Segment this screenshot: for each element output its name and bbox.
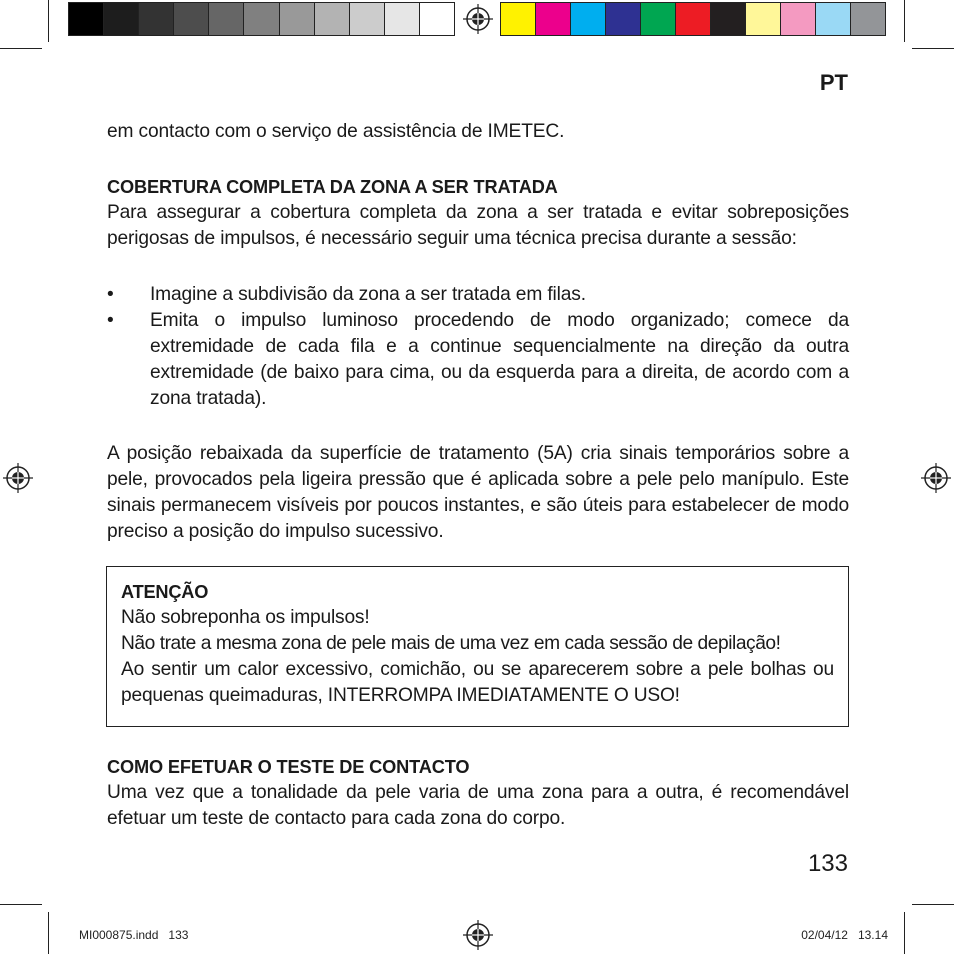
- body-paragraph: A posição rebaixada da superfície de tratamento (5A) cria sinais temporários sobre a pele, provocados pela ligeira pressão que é aplicada sobre a pele pelo manípulo. Este sinais permanecem visíveis por poucos instantes, e são úteis para estabelecer de modo preciso a posição do impulso sucessivo.: [107, 443, 849, 542]
- color-swatch: [781, 3, 816, 35]
- section-paragraph: Para assegurar a cobertura completa da zona a ser tratada e evitar sobreposições perigosas de impulsos, é necessário seguir uma técnica precisa durante a sessão:: [107, 202, 849, 249]
- registration-mark-icon: [463, 920, 493, 950]
- warning-title: ATENÇÃO: [121, 582, 209, 602]
- section-heading: COBERTURA COMPLETA DA ZONA A SER TRATADA: [107, 177, 558, 197]
- gray-swatch: [420, 3, 454, 35]
- color-bar: [500, 2, 886, 36]
- footer-timestamp: 02/04/12 13.14: [801, 928, 888, 942]
- warning-box: [106, 566, 849, 727]
- section-contact-test: [107, 754, 849, 832]
- crop-mark: [904, 0, 905, 42]
- crop-mark: [48, 0, 49, 42]
- warning-line: Não sobreponha os impulsos!: [121, 607, 370, 628]
- crop-mark: [0, 48, 42, 49]
- color-swatch: [676, 3, 711, 35]
- color-swatch: [501, 3, 536, 35]
- registration-mark-icon: [921, 463, 951, 493]
- gray-swatch: [385, 3, 420, 35]
- list-item-text: Emita o impulso luminoso procedendo de modo organizado; comece da extremidade de cada fila e a continue sequencialmente na direção da outra extremidade (de baixo para cima, ou da esquerda para a direita, de acordo com a zona tratada).: [150, 310, 849, 409]
- language-code: PT: [819, 70, 848, 95]
- section-heading: COMO EFETUAR O TESTE DE CONTACTO: [107, 757, 470, 777]
- gray-swatch: [315, 3, 350, 35]
- gray-swatch: [280, 3, 315, 35]
- bullet-icon: •: [107, 310, 114, 331]
- grayscale-bar: [68, 2, 455, 36]
- crop-mark: [48, 912, 49, 954]
- warning-line: Não trate a mesma zona de pele mais de uma vez em cada sessão de depilação!: [121, 633, 781, 654]
- bullet-list: [107, 282, 849, 412]
- color-swatch: [746, 3, 781, 35]
- crop-mark: [912, 904, 954, 905]
- list-item: [107, 282, 849, 308]
- gray-swatch: [139, 3, 174, 35]
- gray-swatch: [209, 3, 244, 35]
- gray-swatch: [244, 3, 279, 35]
- gray-swatch: [350, 3, 385, 35]
- footer-filename: MI000875.indd 133: [79, 928, 189, 942]
- color-swatch: [536, 3, 571, 35]
- bullet-icon: •: [107, 284, 114, 305]
- color-swatch: [606, 3, 641, 35]
- gray-swatch: [174, 3, 209, 35]
- gray-swatch: [104, 3, 139, 35]
- color-swatch: [816, 3, 851, 35]
- crop-mark: [904, 912, 905, 954]
- registration-mark-icon: [463, 4, 493, 34]
- crop-mark: [912, 48, 954, 49]
- crop-mark: [0, 904, 42, 905]
- gray-swatch: [69, 3, 104, 35]
- intro-paragraph: em contacto com o serviço de assistência de IMETEC.: [107, 121, 565, 142]
- list-item-text: Imagine a subdivisão da zona a ser tratada em filas.: [150, 284, 586, 305]
- section-paragraph: Uma vez que a tonalidade da pele varia de uma zona para a outra, é recomendável efetuar um teste de contacto para cada zona do corpo.: [107, 782, 849, 829]
- warning-line: Ao sentir um calor excessivo, comichão, ou se aparecerem sobre a pele bolhas ou pequenas queimaduras, INTERROMPA IMEDIATAMENTE O USO!: [121, 659, 834, 706]
- color-swatch: [641, 3, 676, 35]
- color-swatch: [711, 3, 746, 35]
- intro-text-block: [107, 119, 849, 145]
- color-swatch: [851, 3, 885, 35]
- section-coverage: [107, 174, 849, 252]
- bullet-list-block: [107, 282, 849, 412]
- page-number: 133: [807, 850, 848, 877]
- list-item: [107, 308, 849, 412]
- paragraph-block: [107, 441, 849, 545]
- registration-mark-icon: [3, 463, 33, 493]
- color-swatch: [571, 3, 606, 35]
